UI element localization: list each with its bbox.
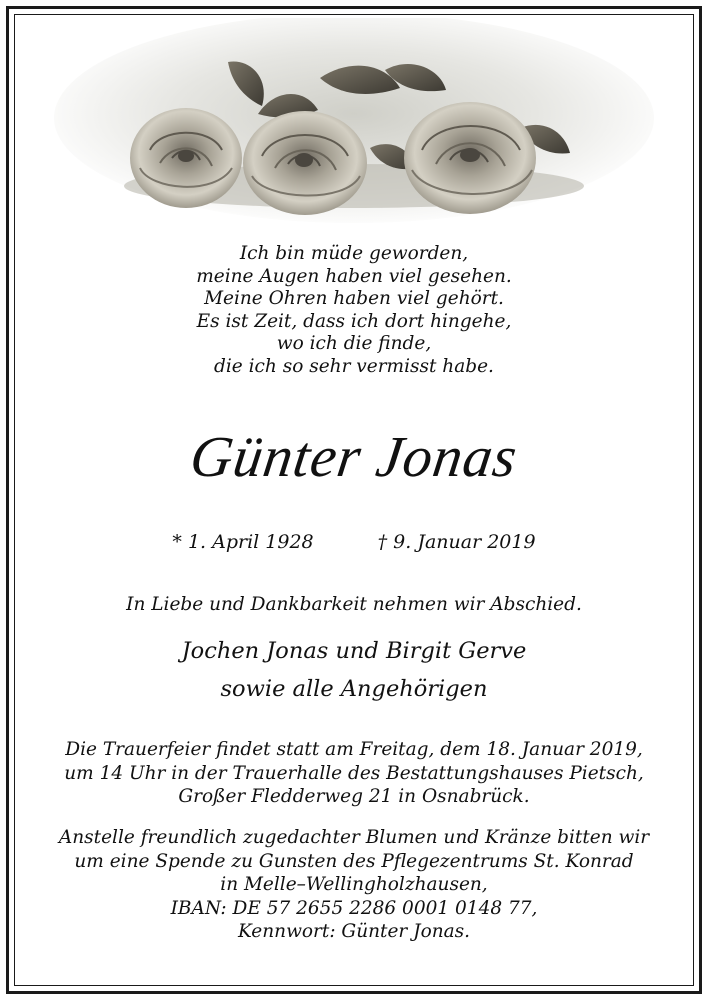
birth-date: * 1. April 1928 xyxy=(172,531,314,553)
poem-line: die ich so sehr vermisst habe. xyxy=(214,355,494,377)
poem-line: meine Augen haben viel gesehen. xyxy=(196,265,512,287)
poem-line: Ich bin müde geworden, xyxy=(239,243,469,264)
service-info xyxy=(0,738,708,809)
deceased-name: Günter Jonas xyxy=(186,424,522,489)
donation-line: Kennwort: Günter Jonas. xyxy=(237,921,471,942)
donation-info xyxy=(0,826,708,944)
service-line: um 14 Uhr in der Trauerhalle des Bestattungshauses Pietsch, xyxy=(64,762,644,784)
family-names xyxy=(0,632,708,708)
poem-line: wo ich die finde, xyxy=(276,333,432,354)
donation-line: IBAN: DE 57 2655 2286 0001 0148 77, xyxy=(170,897,538,919)
donation-line: um eine Spende zu Gunsten des Pflegezentrums St. Konrad xyxy=(74,850,634,872)
life-dates xyxy=(0,530,708,554)
family-line: sowie alle Angehörigen xyxy=(220,676,488,702)
roses-image xyxy=(0,18,708,228)
service-line: Die Trauerfeier findet statt am Freitag, dem 18. Januar 2019, xyxy=(65,739,643,760)
poem xyxy=(0,243,708,378)
donation-line: Anstelle freundlich zugedachter Blumen und Kränze bitten wir xyxy=(58,827,650,848)
donation-line: in Melle–Wellingholzhausen, xyxy=(220,874,488,895)
poem-line: Meine Ohren haben viel gehört. xyxy=(204,288,504,309)
service-line: Großer Fledderweg 21 in Osnabrück. xyxy=(178,786,530,807)
farewell-text: In Liebe und Dankbarkeit nehmen wir Abschied. xyxy=(126,594,582,615)
death-date: † 9. Januar 2019 xyxy=(377,531,536,553)
family-line: Jochen Jonas und Birgit Gerve xyxy=(181,638,527,664)
poem-line: Es ist Zeit, dass ich dort hingehe, xyxy=(196,310,512,332)
